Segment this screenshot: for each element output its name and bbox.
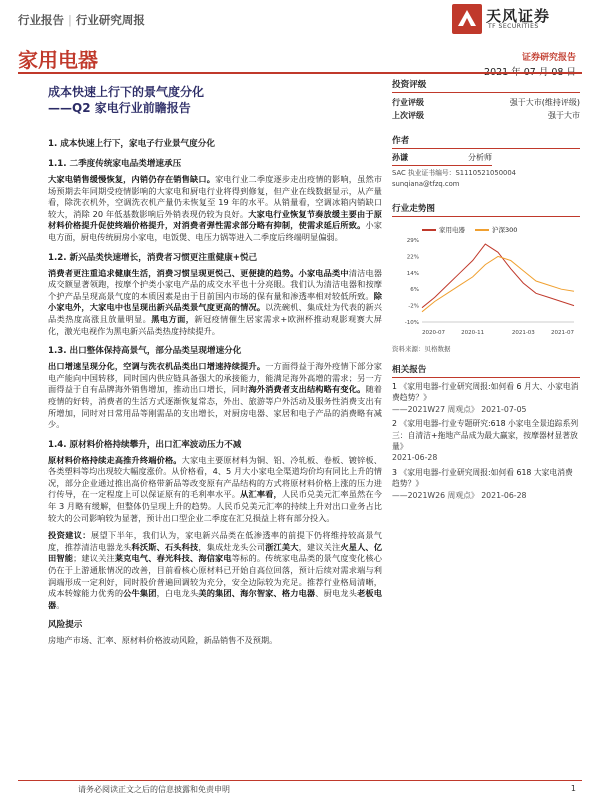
y-tick-label: -2% <box>408 303 419 310</box>
report-date <box>484 64 576 78</box>
report-type: 证券研究报告 <box>521 53 576 63</box>
rating-row-current <box>392 96 580 109</box>
sidebar <box>392 78 580 504</box>
report-tag: 行业报告 | 行业研究周报 <box>18 13 145 27</box>
section-1-3-heading: 1.3. 出口整体保持高景气，部分品类呈现增速分化 <box>48 346 242 357</box>
legend-item-1: 沪深300 <box>475 225 517 234</box>
industry-title: 家用电器 <box>18 48 98 72</box>
y-tick-label: 14% <box>406 270 419 277</box>
related-report-item[interactable]: 2 《家用电器-行业专题研究:618 小家电全景追踪系列三：自清洁+拖地产品成为最大赢家，按摩器材显著放量》 2021-06-28 <box>392 419 579 463</box>
rating-label: 行业评级 <box>392 98 424 107</box>
legend-item-0: 家用电器 <box>422 225 465 234</box>
page-number: 1 <box>570 784 576 793</box>
logo-sub: TF SECURITIES <box>488 23 539 30</box>
series-line-1 <box>422 256 574 311</box>
analyst-heading: 作者 <box>392 134 580 149</box>
paragraph-3: 出口增速呈现分化，空调与洗衣机品类出口增速持续提升。一方面得益于海外疫情下部分家电产能向中国转移，同时国内供应链具备强大的承接能力，能满足海外高增的需求；另一方面得益于自有品牌海外销售增加，推动出口增长，同时海外消费者支出结构略有变化。随着疫情的好转，消费者的生活方式逐渐恢复常态，外出、旅游等户外活动及服务性消费支出有所增加，同时对日常用品等刚需品的支出增长，对厨房电器、家居和电子产品的消费略有减少。 <box>48 361 382 430</box>
y-tick-label: -10% <box>404 320 419 326</box>
industry-trend-chart <box>392 236 580 338</box>
title-line-2: ——Q2 家电行业前瞻报告 <box>48 101 191 115</box>
x-tick-label: 2020-11 <box>461 330 485 336</box>
analyst-role: 分析师 <box>468 153 492 162</box>
related-report-item[interactable]: 3 《家用电器-行业研究周报:如何看 618 大家电消费趋势？》 ——2021W26 周观点》 2021-06-28 <box>392 467 573 500</box>
section-1-2-heading: 1.2. 新兴品类快速增长，消费者习惯更注重健康+悦己 <box>48 252 258 263</box>
chart-source: 资料来源：贝格数据 <box>392 345 451 353</box>
x-tick-label: 2020-07 <box>422 330 445 336</box>
header-divider <box>18 72 582 74</box>
title-line-1: 成本快速上行下的景气度分化 <box>48 85 205 99</box>
analyst-sac: SAC 执业证书编号：S1110521050004 <box>392 169 516 177</box>
analyst-block <box>392 152 580 190</box>
rating-value: 强于大市(维持评级) <box>509 98 580 107</box>
logo-name: 天风证券 <box>486 7 551 25</box>
related-list <box>392 381 580 501</box>
tf-logo-icon <box>452 4 482 34</box>
tag-industry-report: 行业报告 <box>18 13 64 27</box>
y-tick-label: 29% <box>406 238 419 244</box>
analyst-name: 孙谦 <box>392 153 408 162</box>
report-title <box>48 84 378 116</box>
risk-heading: 风险提示 <box>48 620 83 631</box>
disclaimer: 请务必阅读正文之后的信息披露和免责申明 <box>78 785 230 794</box>
prev-rating-label: 上次评级 <box>392 111 424 120</box>
x-tick-label: 2021-07 <box>551 330 574 336</box>
paragraph-1: 大家电销售缓慢恢复，内销仍存在销售缺口。家电行业二季度逐步走出疫情的影响，虽然市场预期去年同期受疫情影响的大家电和厨电行业将得到修复，但产业在线数据显示，从产量看，除洗衣机外，空调洗衣机产量仍未恢复至 19 年的水平。从销量看，空调冰箱内销缺口较大，消除 20 年低基数影响后外销表现仍较为良好。大家电行业恢复节奏放缓主要由于原材料价格提升促使终端价格提升，对消费者弹性需求部分略有抑制，使需求延后所致。小家电方面，厨电传统厨房小家电，电饭煲、电压力锅等进入二季度后终端明显偏弱。 <box>48 174 382 242</box>
tf-securities-logo <box>452 2 572 34</box>
tag-weekly: 行业研究周报 <box>75 13 145 27</box>
related-report-item[interactable]: 1 《家用电器-行业研究周报:如何看 6 月大、小家电消费趋势？》 ——2021W27 周观点》 2021-07-05 <box>392 382 579 414</box>
main-content <box>48 138 382 649</box>
y-tick-label: 22% <box>406 254 419 261</box>
related-heading: 相关报告 <box>392 363 580 378</box>
chart-heading: 行业走势图 <box>392 202 580 217</box>
risk-text: 房地产市场、汇率、原材料价格波动风险，新品销售不及预期。 <box>48 635 278 646</box>
section-1-heading: 1. 成本快速上行下，家电子行业景气度分化 <box>48 139 215 149</box>
prev-rating-value: 强于大市 <box>548 111 580 120</box>
footer-divider <box>18 780 582 781</box>
paragraph-4: 原材料价格持续走高推升终端价格。大家电主要原材料为铜、铝、冷轧板、卷板、镀锌板、各类塑料等均出现较大幅度涨价。从价格看，4、5 月大小家电全渠道均价均有同比上升的情况，部分企业通过推出高价格带新品等改变原有产品结构的方式将原材料价格上涨的压力进行传导，在一定程度上可以保证原有的毛利率水平。从汇率看，人民币兑美元汇率虽然在今年 3 月略有缓解，但整体仍呈现上升的趋势。人民币兑美元汇率的持续上升对出口业务占比较大的公司影响较为显著，预计出口型企业二季度在汇兑损益上将有部分投入。 <box>48 454 382 523</box>
x-tick-label: 2021-03 <box>511 330 535 336</box>
series-line-0 <box>422 244 574 308</box>
chart-legend <box>422 225 580 234</box>
rating-heading: 投资评级 <box>392 78 580 93</box>
y-tick-label: 6% <box>410 287 419 294</box>
analyst-email[interactable]: sunqiana@tfzq.com <box>392 180 460 188</box>
section-1-1-heading: 1.1. 二季度传统家电品类增速承压 <box>48 159 182 169</box>
section-1-4-heading: 1.4. 原材料价格持续攀升，出口汇率波动压力不减 <box>48 439 242 450</box>
investment-advice: 投资建议：展望下半年，我们认为，家电新兴品类在低渗透率的前提下仍将维持较高景气度，推荐清洁电器龙头科沃斯、石头科技，集成灶龙头公司浙江美大，建议关注火星人、亿田智能；建议关注莱克电气、春光科技、海信家电等标的。传统家电品类的景气度变化核心仍在于上游通胀情况的改善，目前看核心原材料已开始自高位回落，预计后续对需求端与利润端形成一定利好，同时股价普遍回调较为充分，安全边际较为充足。推荐行业格局清晰，成本转嫁能力优秀的公牛集团，白电龙头美的集团、海尔智家、格力电器、厨电龙头老板电器。 <box>48 530 382 610</box>
paragraph-2: 消费者更注重追求健康生活，消费习惯呈现更悦己、更便捷的趋势。小家电品类中清洁电器成交额显著领跑，按摩个护类小家电产品的成交水平也十分亮眼。我们认为清洁电器和按摩个护产品呈现高景气度的本质因素是由于目前国内市场的保有量和渗透率相对较低所致。除小家电外，大家电中也呈现出新兴品类景气度更高的情况。以洗碗机、集成灶为代表的新兴品类热度高涨且放量明显。黑电方面，新冠疫情催生居家需求+欧洲杯推动观影观赛大屏化，激光电视作为黑电新兴品类热度持续提升。 <box>48 267 382 336</box>
rating-row-previous <box>392 109 580 122</box>
